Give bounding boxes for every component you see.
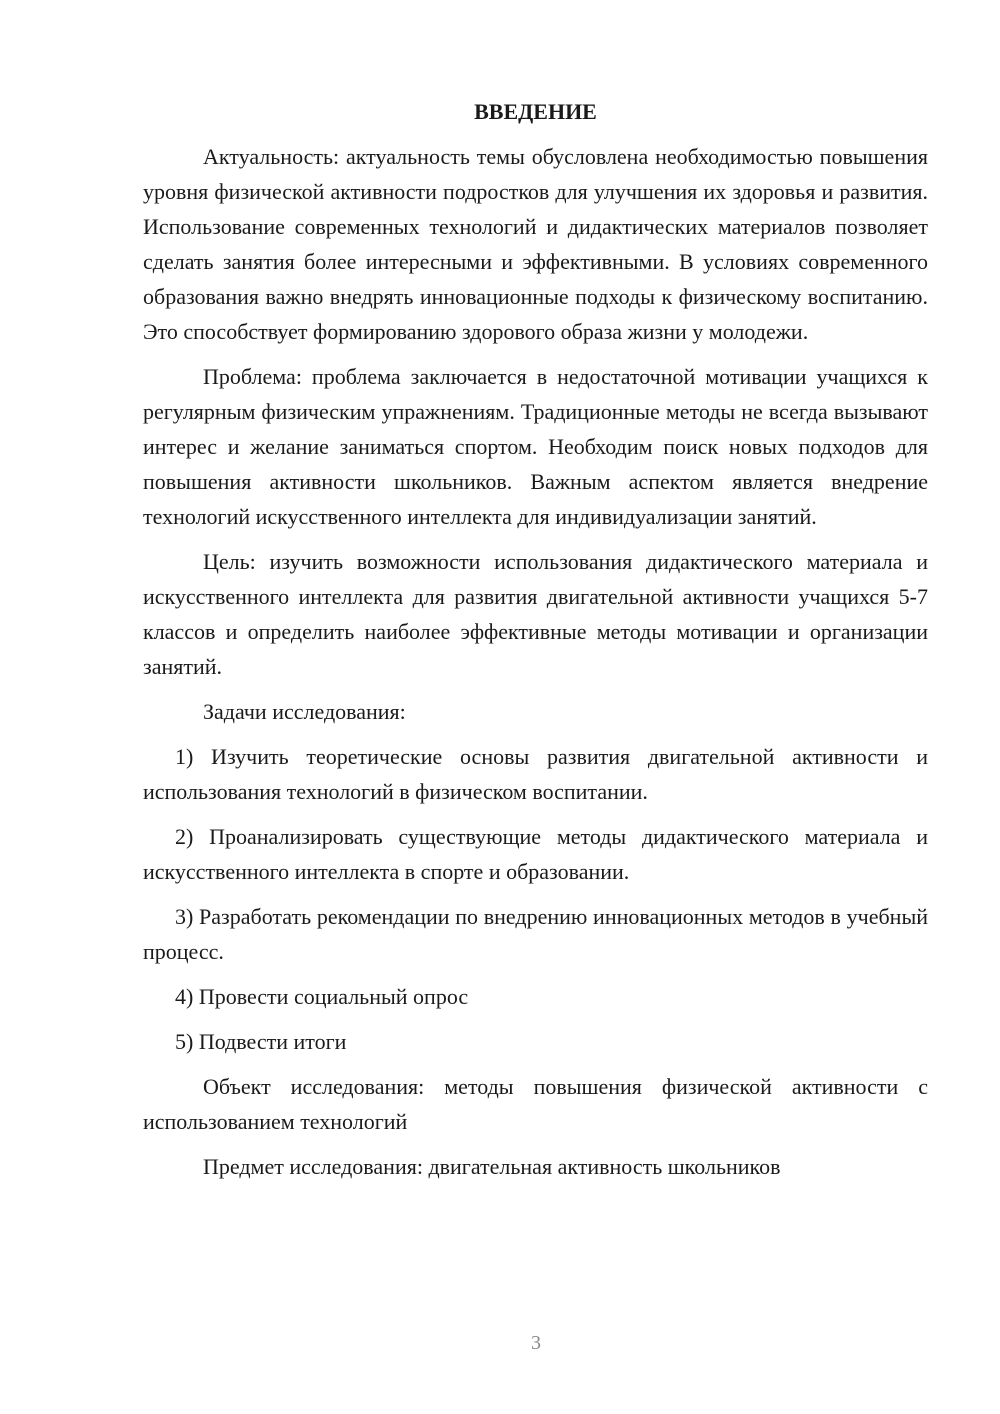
page-number: 3 — [531, 1332, 541, 1354]
paragraph-subject: Предмет исследования: двигательная активность школьников — [203, 1154, 781, 1179]
task-item-3: 3) Разработать рекомендации по внедрению инновационных методов в учебный процесс. — [143, 904, 928, 964]
task-item-4: 4) Провести социальный опрос — [175, 984, 469, 1009]
paragraph-object: Объект исследования: методы повышения физической активности с использованием технологий — [143, 1074, 928, 1134]
paragraph-goal: Цель: изучить возможности использования дидактического материала и искусственного интеллекта для развития двигательной активности учащихся 5-7 классов и определить наиболее эффективные методы мотивации и организации занятий. — [143, 549, 928, 679]
section-title: ВВЕДЕНИЕ — [474, 99, 597, 124]
page-content — [143, 94, 928, 1194]
task-item-1: 1) Изучить теоретические основы развития двигательной активности и использования технологий в физическом воспитании. — [143, 744, 928, 804]
paragraph-problem: Проблема: проблема заключается в недостаточной мотивации учащихся к регулярным физическим упражнениям. Традиционные методы не всегда вызывают интерес и желание заниматься спортом. Необходим поиск новых подходов для повышения активности школьников. Важным аспектом является внедрение технологий искусственного интеллекта для индивидуализации занятий. — [143, 364, 928, 529]
paragraph-tasks-heading: Задачи исследования: — [203, 699, 406, 724]
paragraph-relevance: Актуальность: актуальность темы обусловлена необходимостью повышения уровня физической активности подростков для улучшения их здоровья и развития. Использование современных технологий и дидактических материалов позволяет сделать занятия более интересными и эффективными. В условиях современного образования важно внедрять инновационные подходы к физическому воспитанию. Это способствует формированию здорового образа жизни у молодежи. — [143, 144, 928, 344]
task-item-5: 5) Подвести итоги — [175, 1029, 347, 1054]
task-item-2: 2) Проанализировать существующие методы дидактического материала и искусственного интеллекта в спорте и образовании. — [143, 824, 928, 884]
